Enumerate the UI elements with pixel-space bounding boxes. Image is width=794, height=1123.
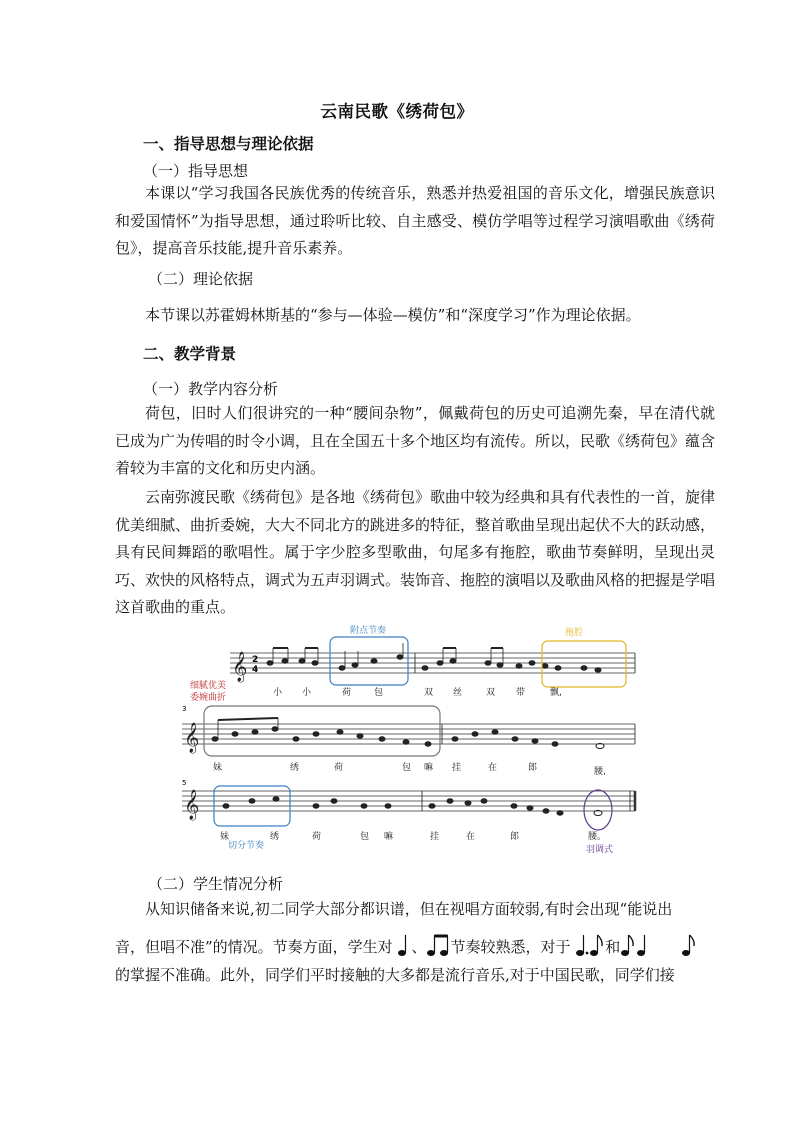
- svg-text:荷: 荷: [334, 763, 344, 773]
- measure-number-5: 5: [182, 779, 187, 787]
- svg-text:嘛: 嘛: [384, 832, 394, 842]
- paragraph-content-1: 荷包，旧时人们很讲究的一种“腰间杂物”，佩戴荷包的历史可追溯先秦，早在清代就已成为广为传唱的时令小调，且在全国五十多个地区均有流传。所以，民歌《绣荷包》蕴含着较为丰富的文化和历史内涵。: [115, 404, 716, 477]
- yu-mode-label: 羽调式: [586, 845, 614, 855]
- paragraph-guiding-thought: 本课以“学习我国各民族优秀的传统音乐，熟悉并热爱祖国的音乐文化，增强民族意识和爱国情怀”为指导思想，通过聆听比较、自主感受、模仿学唱等过程学习演唱歌曲《绣荷包》，提高音乐技能,提升音乐素养。: [115, 184, 715, 257]
- paragraph-student-2: 音，但唱不准”的情况。节奏方面，学生对 、 节奏较熟悉，对于 和: [115, 932, 715, 962]
- section-heading-2: 二、教学背景: [143, 344, 237, 363]
- svg-text:妹: 妹: [220, 832, 230, 842]
- svg-text:挂: 挂: [430, 832, 440, 842]
- svg-text:腰,: 腰,: [594, 767, 606, 777]
- svg-text:荷: 荷: [312, 832, 322, 842]
- delicate-phrase-box: [204, 706, 440, 756]
- subheading-student-analysis: （二）学生情况分析: [148, 875, 284, 893]
- lyrics-row-3: [220, 830, 606, 842]
- music-score-figure: [170, 615, 650, 860]
- paragraph-student-1: 从知识储备来说,初二同学大部分都识谱，但在视唱方面较弱,有时会出现“能说出: [145, 900, 673, 918]
- svg-text:绣: 绣: [270, 832, 280, 842]
- double-eighth-note-icon: [426, 932, 450, 958]
- svg-text:妹: 妹: [213, 763, 223, 773]
- svg-text:双: 双: [424, 688, 434, 698]
- treble-clef-icon: 𝄞: [184, 723, 200, 753]
- page-title: 云南民歌《绣荷包》: [320, 102, 474, 121]
- syncopation-label: 切分节奏: [228, 841, 265, 851]
- delicate-label-2: 委婉曲折: [190, 693, 227, 703]
- paragraph-theory: 本节课以苏霍姆林斯基的“参与—体验—模仿”和“深度学习”作为理论依据。: [145, 306, 641, 324]
- svg-text:小: 小: [273, 688, 283, 698]
- svg-text:丝: 丝: [453, 688, 463, 698]
- svg-text:荷: 荷: [342, 688, 352, 698]
- eighth-note-icon: [589, 932, 605, 958]
- svg-text:双: 双: [486, 688, 496, 698]
- svg-text:包: 包: [402, 763, 412, 773]
- eighth-note-icon: [620, 932, 636, 958]
- paragraph-content-2: 云南弥渡民歌《绣荷包》是各地《绣荷包》歌曲中较为经典和具有代表性的一首，旋律优美细腻、曲折委婉，大大不同北方的跳进多的特征，整首歌曲呈现出起伏不大的跃动感，具有民间舞蹈的歌唱性。属于字少腔多型歌曲，句尾多有拖腔，歌曲节奏鲜明，呈现出灵巧、欢快的风格特点，调式为五声羽调式。装饰音、拖腔的演唱以及歌曲风格的把握是学唱这首歌曲的重点。: [115, 488, 716, 616]
- svg-text:腰。: 腰。: [588, 832, 607, 842]
- svg-text:绣: 绣: [290, 763, 300, 773]
- paragraph-student-3: 的掌握不准确。此外，同学们平时接触的大多都是流行音乐,对于中国民歌，同学们接: [115, 966, 675, 984]
- svg-text:飘,: 飘,: [550, 688, 562, 698]
- subheading-guiding-thought: （一）指导思想: [143, 162, 249, 180]
- quarter-note-icon: [636, 932, 650, 958]
- treble-clef-icon: 𝄞: [184, 790, 200, 820]
- dotted-rhythm-label: 附点节奏: [350, 626, 387, 636]
- dotted-quarter-note-icon: [575, 932, 589, 958]
- svg-text:在: 在: [488, 763, 498, 773]
- time-sig-top: 2: [252, 655, 259, 665]
- lyrics-row-2: [213, 761, 606, 777]
- svg-text:在: 在: [466, 832, 476, 842]
- dotted-rhythm-box: [330, 637, 408, 685]
- svg-text:包: 包: [374, 688, 384, 698]
- svg-text:嘛: 嘛: [424, 763, 434, 773]
- svg-text:带: 带: [516, 688, 526, 698]
- svg-text:挂: 挂: [452, 763, 462, 773]
- delicate-label-1: 细腻优美: [190, 681, 227, 691]
- eighth-note-icon: [681, 932, 699, 958]
- subheading-theory: （二）理论依据: [148, 270, 254, 288]
- drag-tone-label: 拖腔: [565, 628, 584, 638]
- clefs: [184, 651, 247, 821]
- svg-text:小: 小: [302, 688, 312, 698]
- svg-text:郎: 郎: [510, 832, 520, 842]
- time-sig-bottom: 4: [252, 665, 259, 675]
- drag-tone-box: [542, 641, 626, 687]
- quarter-note-icon: [397, 932, 411, 958]
- measure-number-3: 3: [182, 705, 187, 713]
- treble-clef-icon: 𝄞: [232, 652, 248, 682]
- bar-lines: [415, 653, 635, 811]
- section-heading-1: 一、指导思想与理论依据: [143, 134, 314, 153]
- svg-text:包: 包: [360, 832, 370, 842]
- lyrics-row-1: [273, 686, 562, 698]
- svg-text:郎: 郎: [528, 763, 538, 773]
- subheading-content-analysis: （一）教学内容分析: [143, 380, 279, 398]
